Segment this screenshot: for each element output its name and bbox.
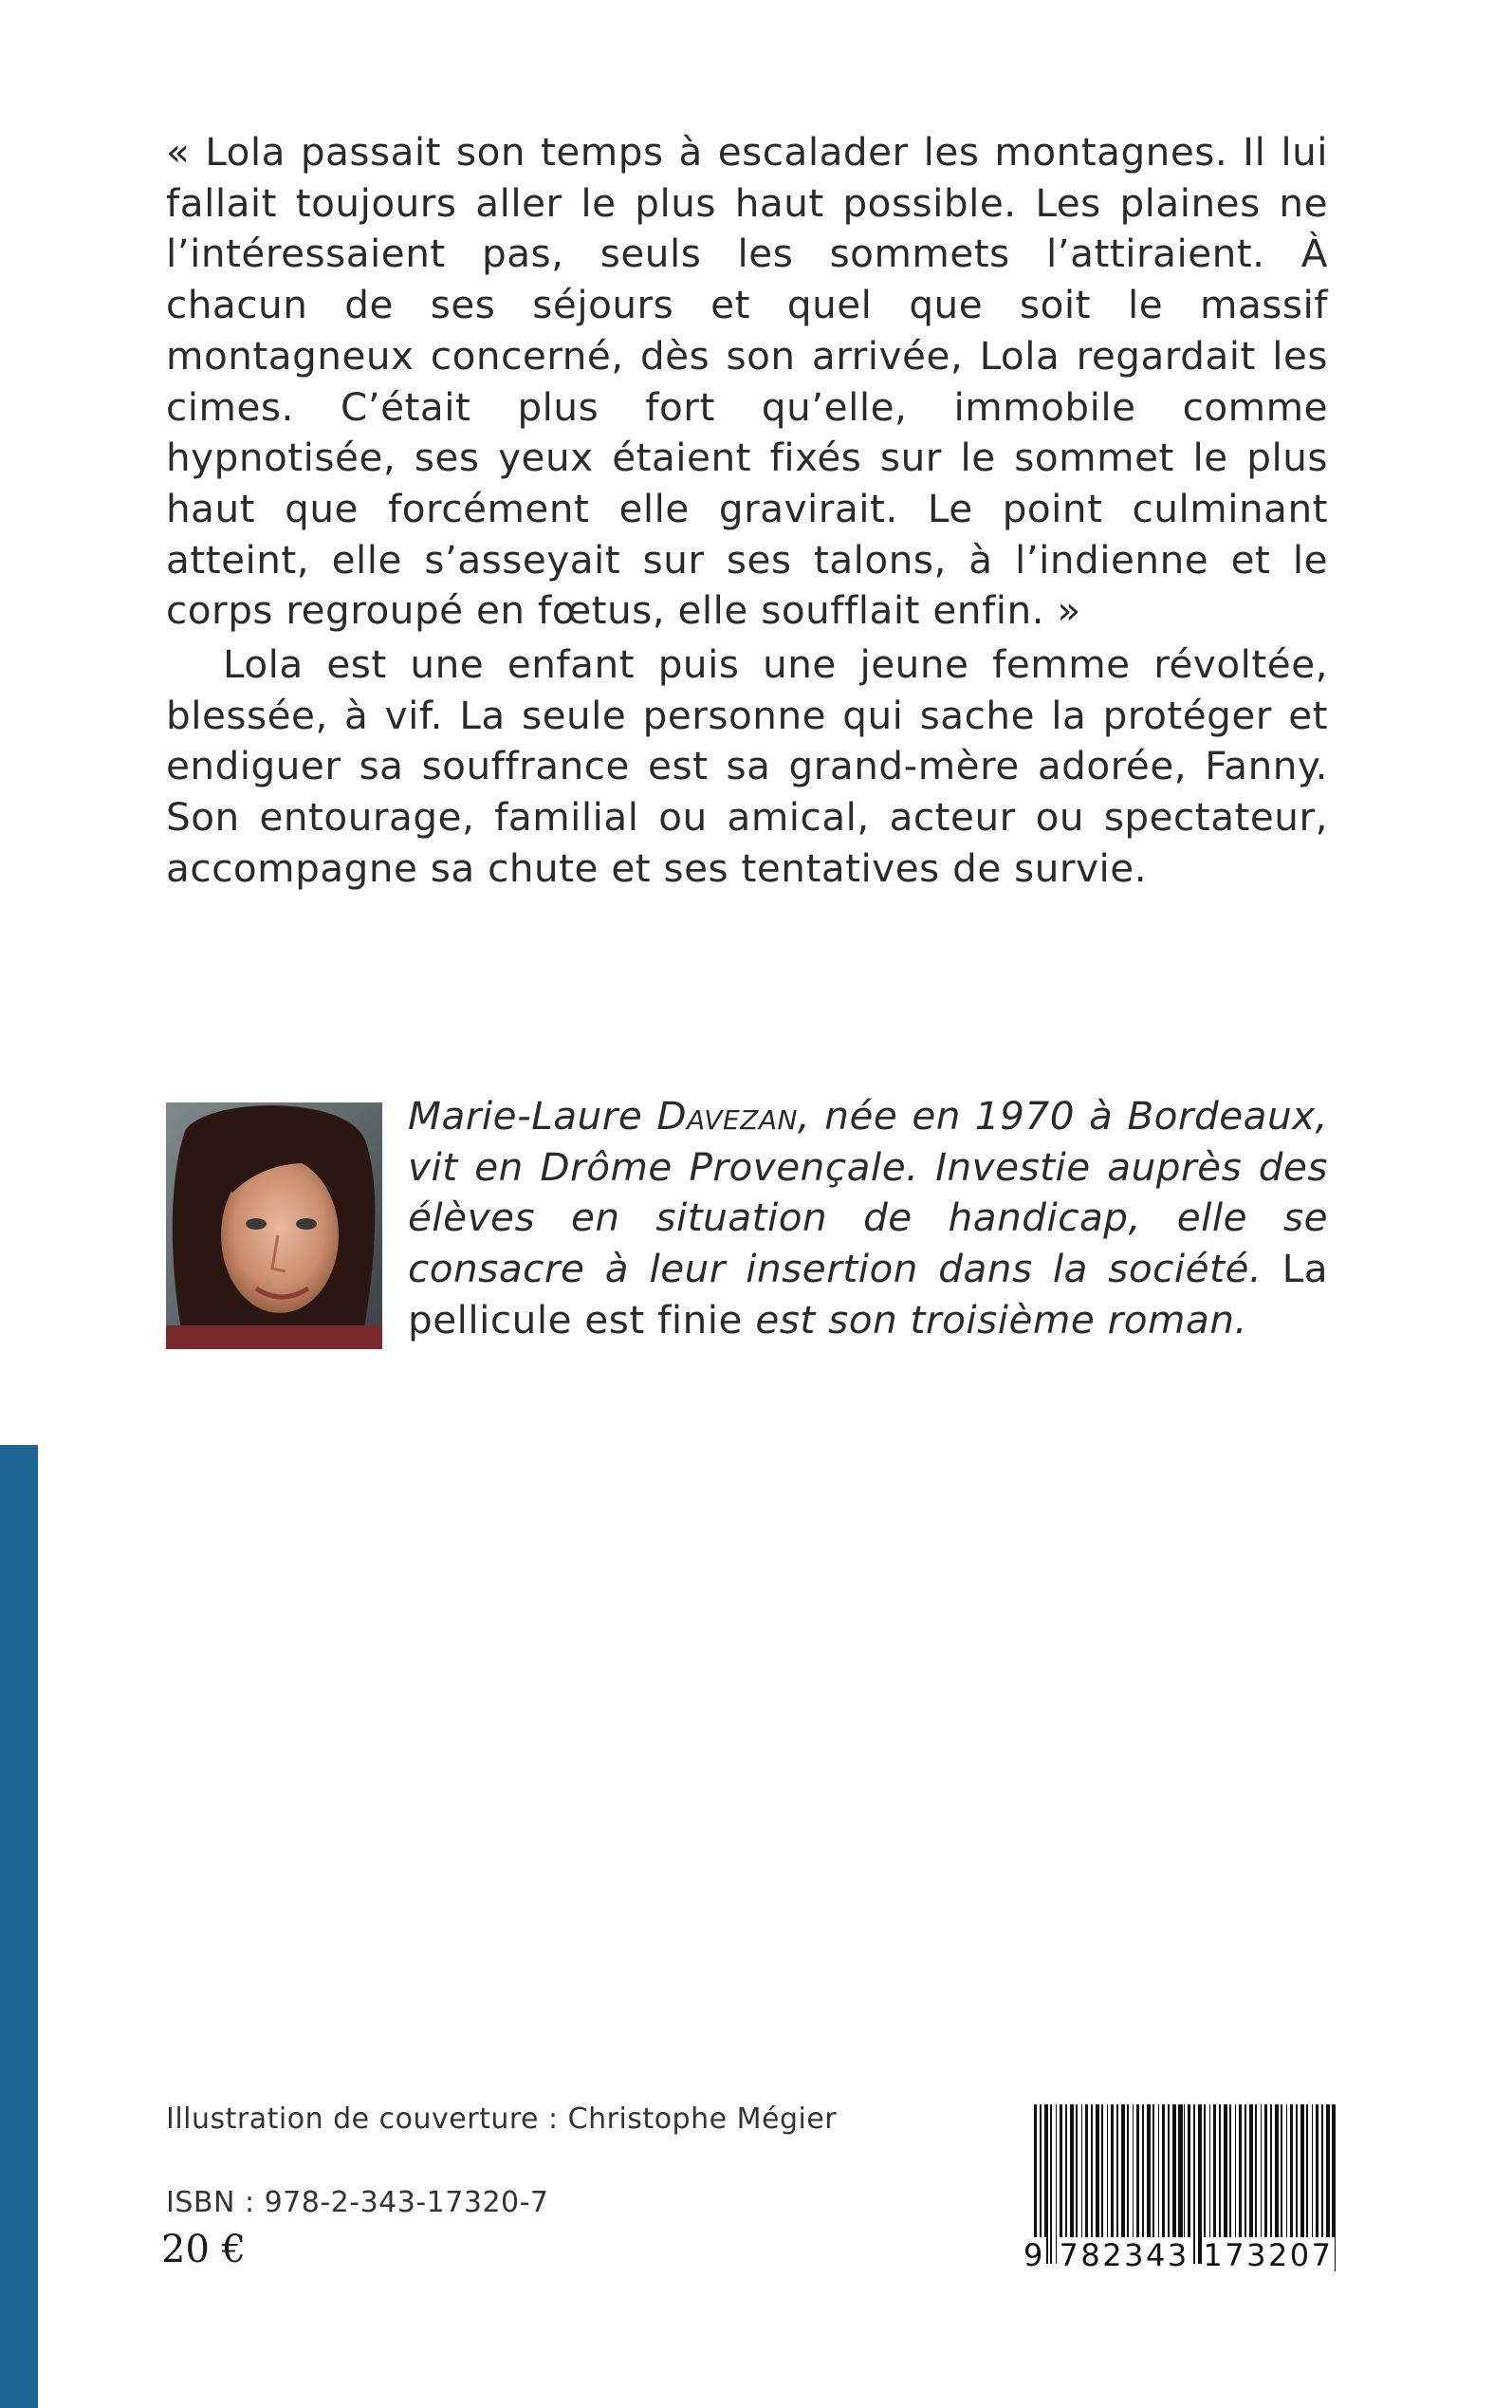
back-cover-quote: « Lola passait son temps à escalader les montagnes. Il lui fallait toujours aller le plus haut possible. Les plaines ne l’intéressaient pas, seuls les sommets l’attiraient. À chacun de ses séjours et quel que soit le massif montagneux concerné, dès son arrivée, Lola regardait les cimes. C’était plus fort qu’elle, immobile comme hypnotisée, ses yeux étaient fixés sur le sommet le plus haut que forcément elle gravirait. Le point culminant atteint, elle s’asseyait sur ses talons, à l’indienne et le corps regroupé en fœtus, elle soufflait enfin. »	[166, 129, 1328, 634]
blue-spine-band	[0, 1445, 38, 2408]
cover-illustration-credit: Illustration de couverture : Christophe Mégier	[166, 2102, 838, 2136]
book-title: La pellicule est finie	[408, 1246, 1329, 1343]
author-bio	[408, 1091, 1328, 1346]
back-cover-summary: Lola est une enfant puis une jeune femme révoltée, blessée, à vif. La seule personne qui sache la protéger et endiguer sa souffrance est sa grand-mère adorée, Fanny. Son entourage, familial ou amical, acteur ou spectateur, accompagne sa chute et ses tentatives de survie.	[166, 641, 1328, 891]
author-portrait-image	[166, 1102, 382, 1349]
author-photo	[166, 1102, 382, 1349]
barcode-first-digit: 9	[1023, 2237, 1045, 2273]
author-first-name: Marie-Laure	[408, 1093, 643, 1139]
author-last-name: Davezan	[656, 1093, 798, 1139]
barcode-digits	[1023, 2237, 1336, 2273]
author-bio-part1: , née en 1970 à Bordeaux, vit en Drôme Provençale. Investie auprès des élèves en situation de handicap, elle se consacre à leur insertion dans la société.	[408, 1093, 1328, 1292]
barcode-group-1: 782343	[1059, 2237, 1189, 2273]
price: 20 €	[161, 2228, 247, 2271]
author-bio-part2: est son troisième roman.	[755, 1296, 1247, 1343]
isbn-number: ISBN : 978-2-343-17320-7	[166, 2186, 549, 2219]
barcode-group-2: 173207	[1203, 2237, 1334, 2273]
isbn-barcode	[1023, 2104, 1336, 2273]
